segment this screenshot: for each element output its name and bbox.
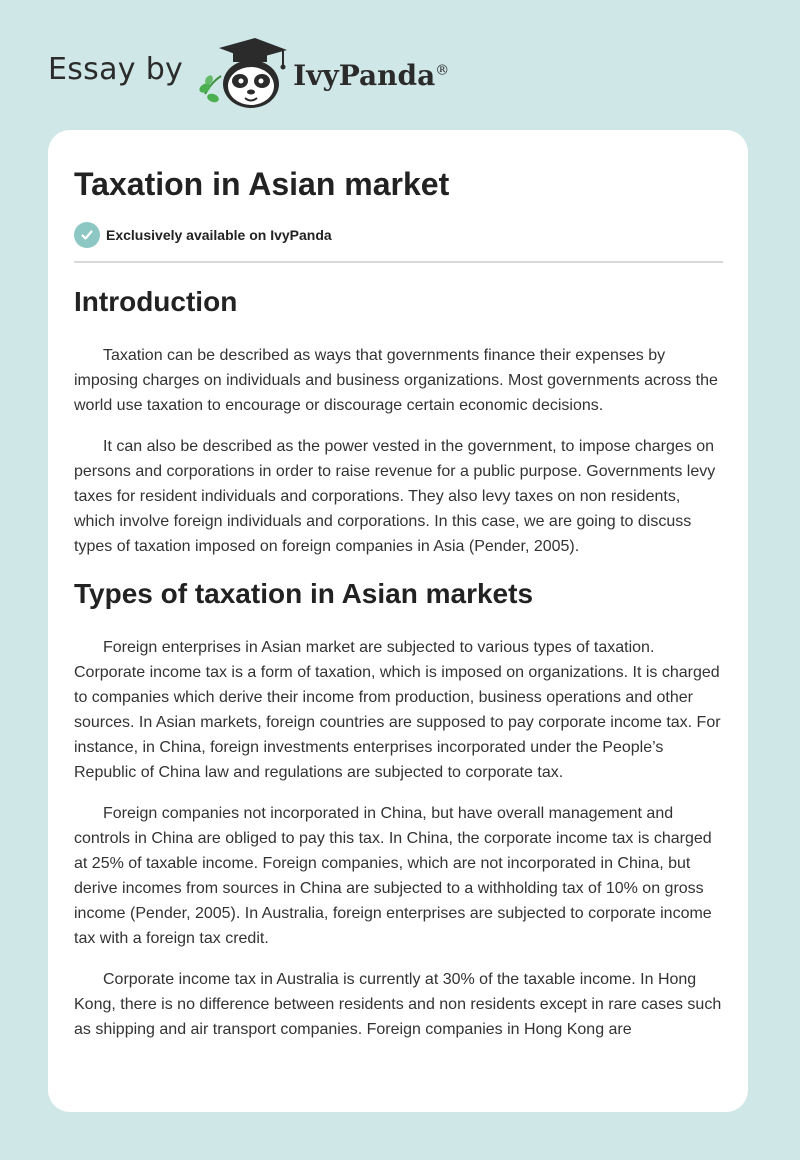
article-card [48, 130, 748, 1112]
registered-mark: ® [435, 62, 450, 79]
section-heading-introduction: Introduction [74, 286, 238, 317]
exclusive-badge [74, 222, 332, 248]
section-heading-types-of-taxation: Types of taxation in Asian markets [74, 578, 534, 609]
brand-name-text: IvyPanda [293, 58, 436, 92]
badge-label: Exclusively available on IvyPanda [106, 227, 332, 243]
check-circle-icon [74, 222, 100, 248]
paragraph: Foreign companies not incorporated in China, but have overall management and controls in China are obliged to pay this tax. In China, the corporate income tax is charged at 25% of taxable income. Foreign companies, which are not incorporated in China, but derive incomes from sources in China are subjected to a withholding tax of 10% on gross income (Pender, 2005). In Australia, foreign enterprises are subjected to corporate income tax with a foreign tax credit. [74, 805, 712, 947]
brand-name [293, 59, 449, 92]
brand-header[interactable] [48, 36, 449, 110]
page-title: Taxation in Asian market [74, 166, 450, 202]
paragraph: It can also be described as the power vested in the government, to impose charges on persons and corporations in order to raise revenue for a public purpose. Governments levy taxes for resident individuals and corporations. They also levy taxes on non residents, which involve foreign individuals and corporations. In this case, we are going to discuss types of taxation imposed on foreign companies in Asia (Pender, 2005). [74, 438, 716, 555]
article-content [74, 284, 723, 1042]
paragraph: Corporate income tax in Australia is currently at 30% of the taxable income. In Hong Kong, there is no difference between residents and non residents except in rare cases such as shipping and air transport companies. Foreign companies in Hong Kong are [74, 971, 722, 1038]
paragraph: Foreign enterprises in Asian market are subjected to various types of taxation. Corporate income tax is a form of taxation, which is imposed on organizations. It is charged to companies which derive their income from production, business operations and other sources. In Asian markets, foreign countries are supposed to pay corporate income tax. For instance, in China, foreign investments enterprises incorporated under the People’s Republic of China law and regulations are subjected to corporate tax. [74, 639, 721, 781]
paragraph: Taxation can be described as ways that governments finance their expenses by imposing charges on individuals and business organizations. Most governments across the world use taxation to encourage or discourage certain economic decisions. [74, 347, 718, 414]
brand-prefix: Essay by [48, 51, 184, 87]
divider [74, 261, 723, 263]
panda-graduate-logo-icon [193, 36, 289, 110]
